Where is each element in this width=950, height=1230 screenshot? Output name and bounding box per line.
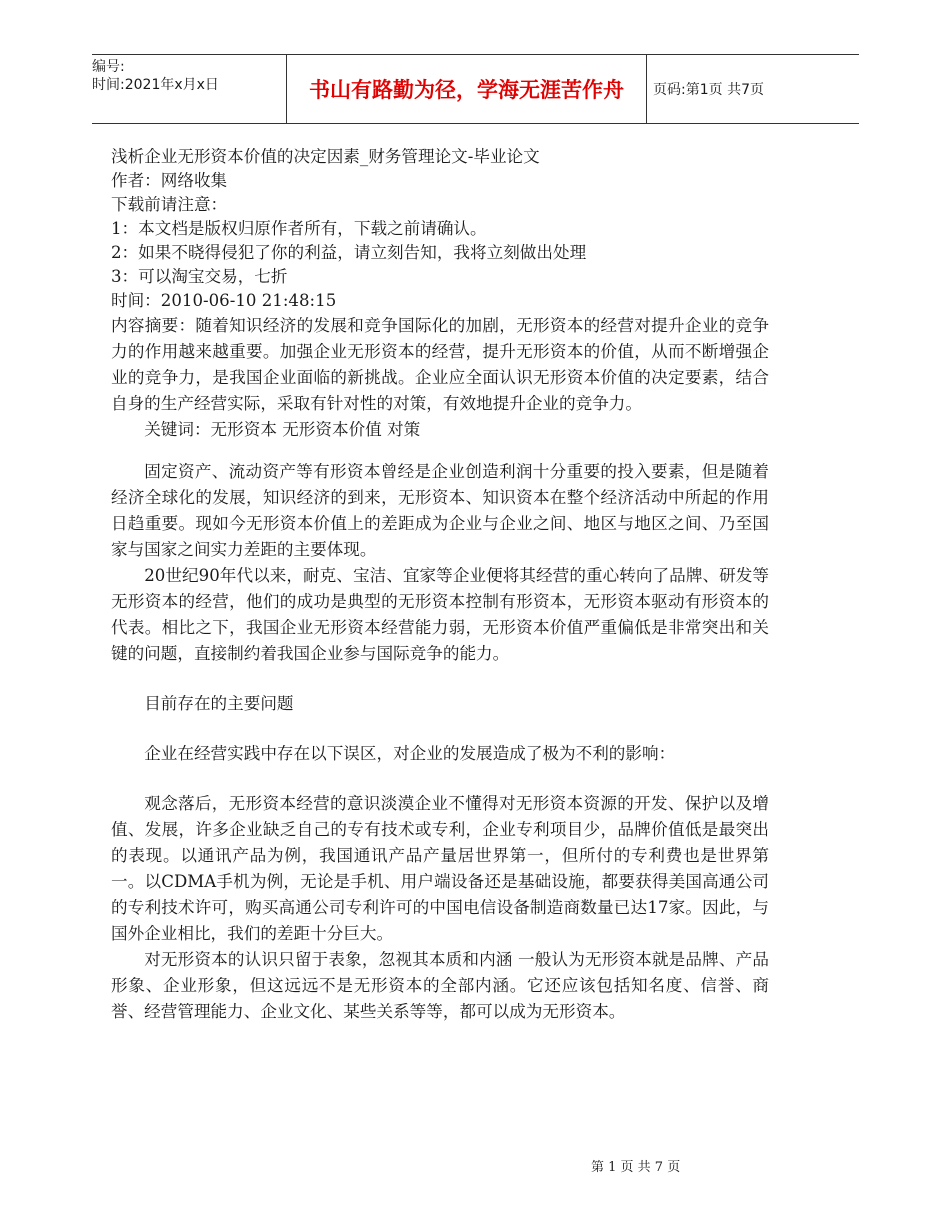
- document-author: 作者：网络收集: [111, 171, 228, 190]
- header-left-cell: [92, 55, 285, 126]
- body-paragraph-3: 企业在经营实践中存在以下误区，对企业的发展造成了极为不利的影响：: [144, 744, 676, 763]
- document-number-label: 编号:: [92, 59, 125, 75]
- document-title: 浅析企业无形资本价值的决定因素_财务管理论文-毕业论文: [111, 147, 540, 166]
- body-paragraph-1: 固定资产、流动资产等有形资本曾经是企业创造利润十分重要的投入要素，但是随着经济全球化的发展，知识经济的到来，无形资本、知识资本在整个经济活动中所起的作用日趋重要。现如今无形资本价值上的差距成为企业与企业之间、地区与地区之间、乃至国家与国家之间实力差距的主要体现。: [111, 462, 769, 559]
- notice-item-1: 1：本文档是版权归原作者所有，下载之前请确认。: [111, 219, 487, 238]
- notice-item-3: 3：可以淘宝交易，七折: [111, 267, 288, 286]
- notice-heading: 下载前请注意：: [111, 195, 228, 214]
- body-paragraph-5: 对无形资本的认识只留于表象，忽视其本质和内涵 一般认为无形资本就是品牌、产品形象、企业形象，但这远远不是无形资本的全部内涵。它还应该包括知名度、信誉、商誉、经营管理能力、企业文化、某些关系等等，都可以成为无形资本。: [111, 950, 769, 1021]
- page-footer-number: 第 1 页 共 7 页: [591, 1160, 681, 1175]
- keywords-line: 关键词：无形资本 无形资本价值 对策: [144, 420, 421, 439]
- page-header: [92, 54, 859, 124]
- abstract-paragraph: 内容摘要：随着知识经济的发展和竞争国际化的加剧，无形资本的经营对提升企业的竞争力的作用越来越重要。加强企业无形资本的经营，提升无形资本的价值，从而不断增强企业的竞争力，是我国企业面临的新挑战。企业应全面认识无形资本价值的决定要素，结合自身的生产经营实际，采取有针对性的对策，有效地提升企业的竞争力。: [111, 316, 769, 413]
- body-paragraph-4: 观念落后，无形资本经营的意识淡漠企业不懂得对无形资本资源的开发、保护以及增值、发展，许多企业缺乏自己的专有技术或专利，企业专利项目少，品牌价值低是最突出的表现。以通讯产品为例，我国通讯产品产量居世界第一，但所付的专利费也是世界第一。以CDMA手机为例，无论是手机、用户端设备还是基础设施，都要获得美国高通公司的专利技术许可，购买高通公司专利许可的中国电信设备制造商数量已达17家。因此，与国外企业相比，我们的差距十分巨大。: [111, 794, 769, 943]
- header-page-number: 页码:第1页 共7页: [653, 82, 764, 98]
- header-slogan: 书山有路勤为径，学海无涯苦作舟: [286, 55, 647, 123]
- document-body: [111, 145, 769, 1025]
- body-paragraph-2: 20世纪90年代以来，耐克、宝洁、宜家等企业便将其经营的重心转向了品牌、研发等无形资本的经营，他们的成功是典型的无形资本控制有形资本，无形资本驱动有形资本的代表。相比之下，我国企业无形资本经营能力弱，无形资本价值严重偏低是非常突出和关键的问题，直接制约着我国企业参与国际竞争的能力。: [111, 566, 769, 663]
- document-time: 时间：2010-06-10 21:48:15: [111, 291, 337, 310]
- section-heading: 目前存在的主要问题: [144, 694, 294, 713]
- document-date: 时间:2021年x月x日: [92, 77, 219, 93]
- notice-item-2: 2：如果不晓得侵犯了你的利益，请立刻告知，我将立刻做出处理: [111, 243, 587, 262]
